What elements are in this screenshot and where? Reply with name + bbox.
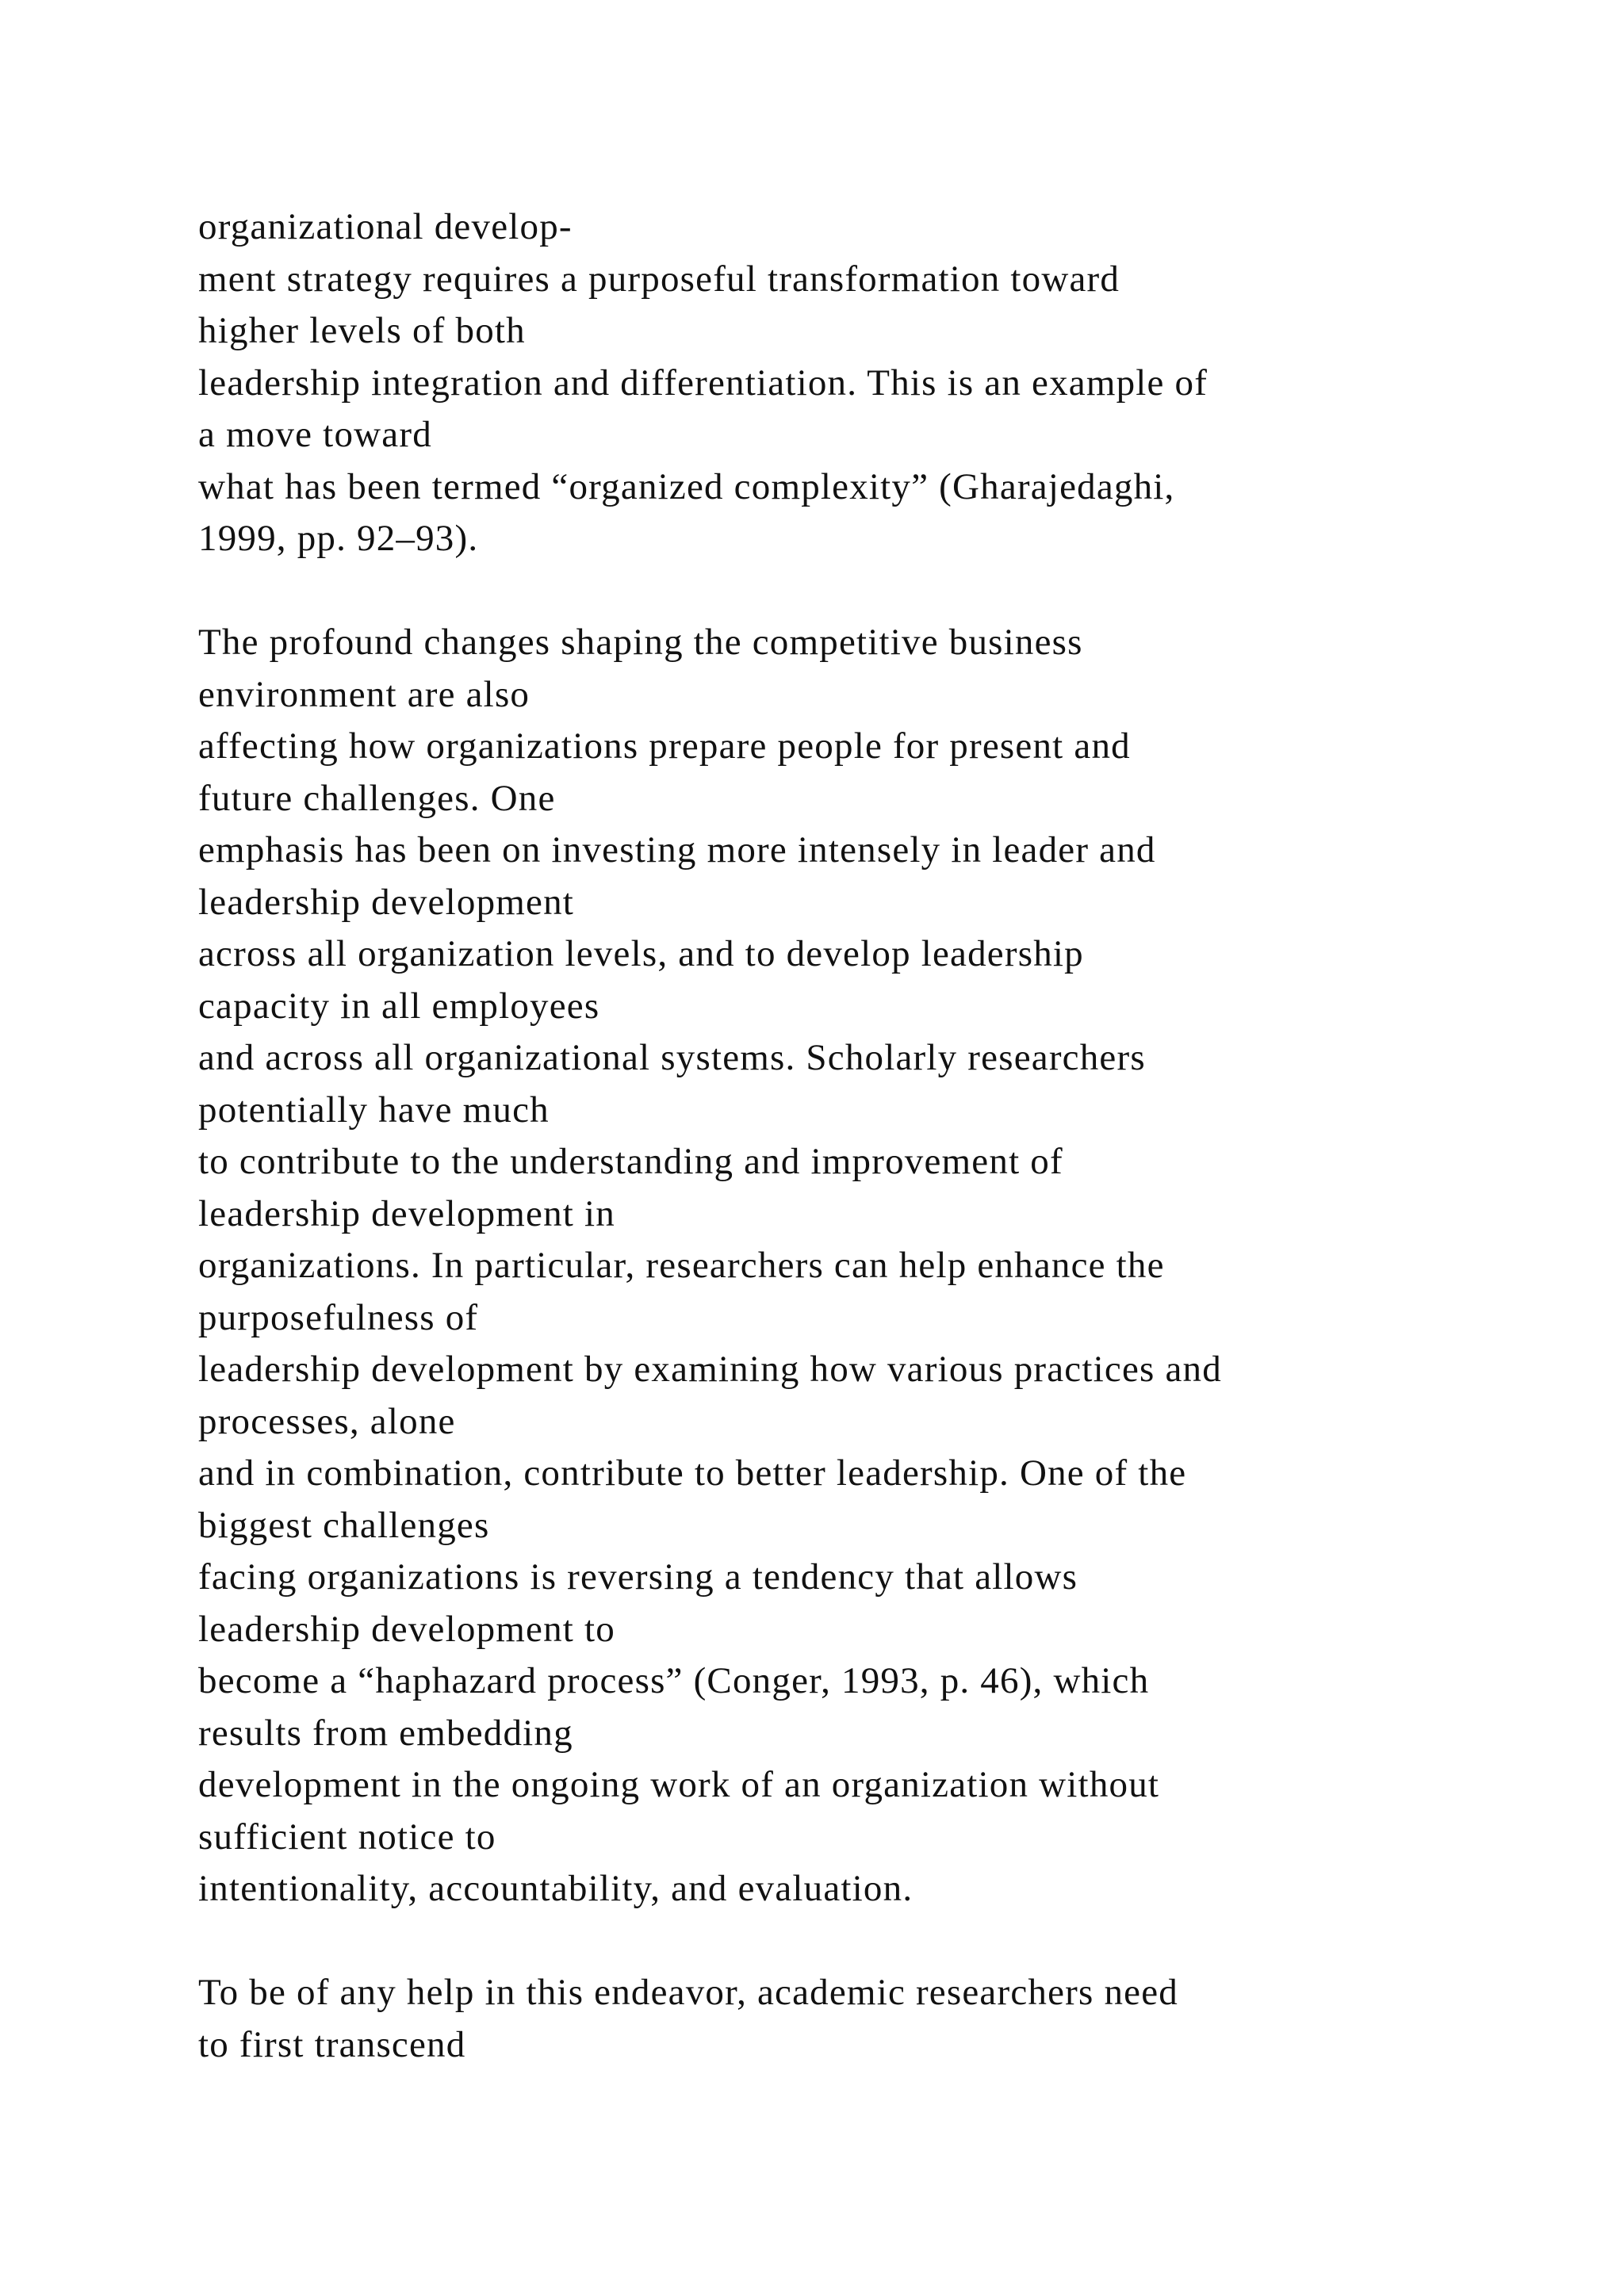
text-line: facing organizations is reversing a tendency that allows [198, 1556, 1078, 1598]
text-line: capacity in all employees [198, 985, 600, 1027]
text-line: To be of any help in this endeavor, academic researchers need [198, 1972, 1178, 2013]
text-line: to contribute to the understanding and improvement of [198, 1141, 1063, 1182]
text-line: processes, alone [198, 1400, 456, 1442]
text-line: development in the ongoing work of an organization without [198, 1764, 1160, 1805]
text-line: environment are also [198, 673, 530, 715]
text-line: become a “haphazard process” (Conger, 1993, p. 46), which [198, 1660, 1150, 1701]
paragraph-gap [198, 565, 1530, 618]
paragraph-3 [198, 1967, 1530, 2071]
text-line: leadership development to [198, 1608, 615, 1650]
paragraph-1 [198, 201, 1530, 565]
text-line: The profound changes shaping the competitive business [198, 622, 1083, 663]
document-page [198, 201, 1530, 2071]
text-line: and across all organizational systems. Scholarly researchers [198, 1037, 1146, 1078]
text-line: leadership development by examining how various practices and [198, 1349, 1222, 1390]
paragraph-2 [198, 617, 1530, 1915]
text-line: sufficient notice to [198, 1816, 496, 1858]
text-line: leadership integration and differentiation. This is an example of [198, 362, 1208, 404]
text-line: across all organization levels, and to develop leadership [198, 933, 1084, 974]
text-line: leadership development in [198, 1192, 615, 1234]
text-line: biggest challenges [198, 1504, 490, 1546]
text-line: to first transcend [198, 2023, 466, 2065]
text-line: potentially have much [198, 1089, 550, 1131]
text-line: 1999, pp. 92–93). [198, 518, 479, 559]
text-line: and in combination, contribute to better leadership. One of the [198, 1452, 1187, 1494]
text-line: higher levels of both [198, 310, 526, 351]
text-line: what has been termed “organized complexity” (Gharajedaghi, [198, 465, 1175, 507]
text-line: a move toward [198, 414, 432, 455]
paragraph-gap [198, 1915, 1530, 1968]
text-line: intentionality, accountability, and evaluation. [198, 1868, 914, 1909]
text-line: leadership development [198, 881, 575, 923]
text-line: emphasis has been on investing more intensely in leader and [198, 829, 1156, 871]
text-line: organizational develop- [198, 206, 573, 247]
text-line: organizations. In particular, researchers can help enhance the [198, 1245, 1165, 1286]
text-line: ment strategy requires a purposeful transformation toward [198, 258, 1120, 300]
text-line: future challenges. One [198, 777, 556, 819]
text-line: affecting how organizations prepare people for present and [198, 725, 1131, 767]
text-line: results from embedding [198, 1712, 573, 1754]
text-line: purposefulness of [198, 1296, 479, 1338]
